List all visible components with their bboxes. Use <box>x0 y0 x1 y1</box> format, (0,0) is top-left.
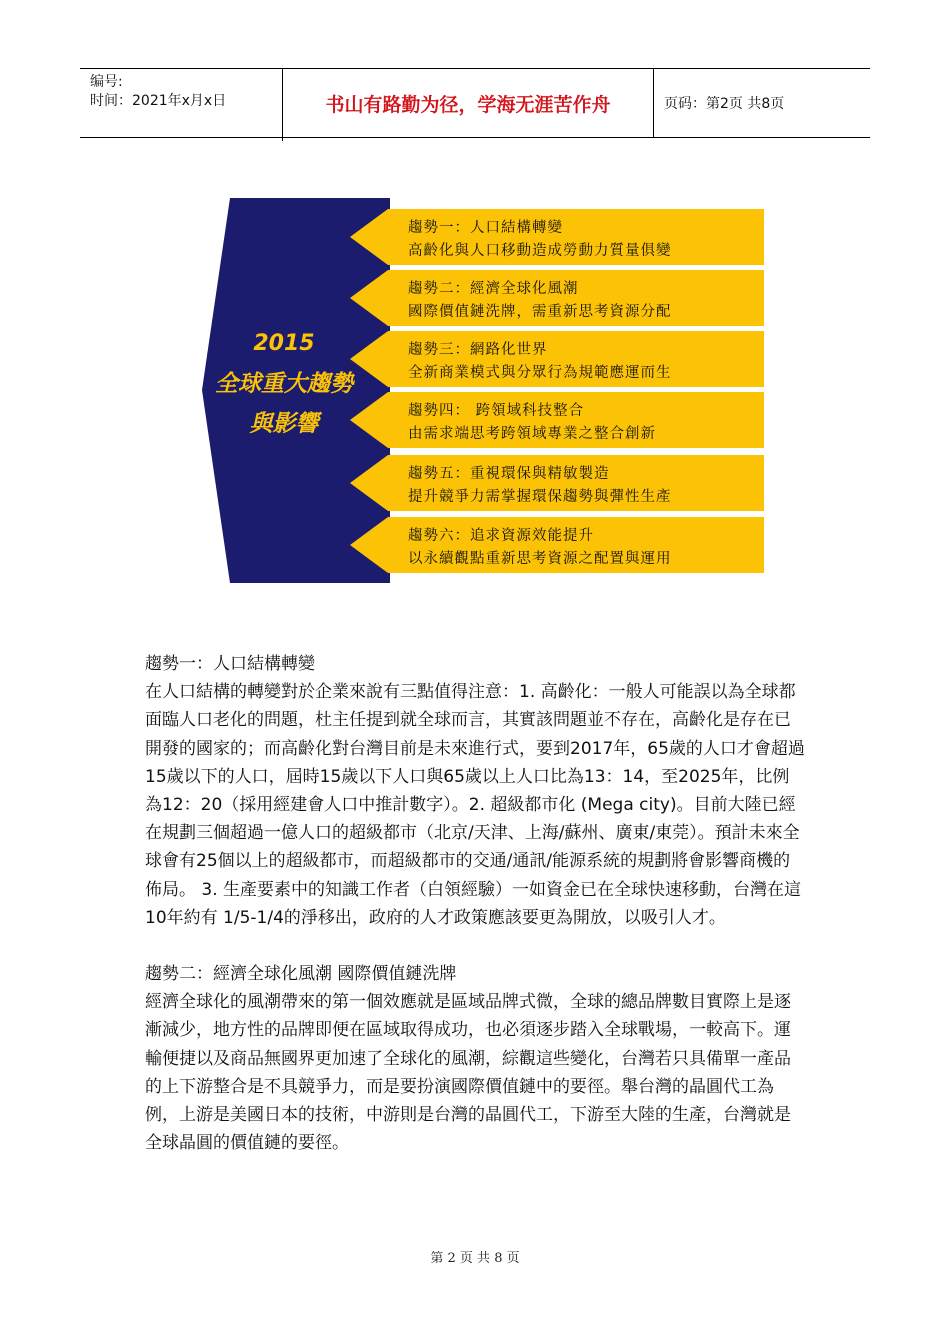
time-label: 时间：2021年x月x日 <box>90 93 227 109</box>
trend-title: 趨勢六：追求資源效能提升 <box>408 528 594 544</box>
trend-arrow-1 <box>350 209 764 265</box>
figure-title-line1: 全球重大趨勢 <box>215 371 353 397</box>
trend-arrow-4 <box>350 392 764 448</box>
trend-subtitle: 由需求端思考跨領域專業之整合創新 <box>408 426 656 442</box>
trend-subtitle: 國際價值鏈洗牌，需重新思考資源分配 <box>408 304 672 320</box>
trends-graphic <box>202 198 768 583</box>
trend-subtitle: 全新商業模式與分眾行為規範應運而生 <box>408 365 672 381</box>
trend-arrow-3 <box>350 331 764 387</box>
figure-title-year: 2015 <box>253 331 315 356</box>
trend-title: 趨勢四： 跨領域科技整合 <box>408 403 585 419</box>
trend-arrow-2 <box>350 270 764 326</box>
trend-title: 趨勢二：經濟全球化風潮 <box>408 281 579 297</box>
section2-paragraph: 經濟全球化的風潮帶來的第一個效應就是區域品牌式微，全球的總品牌數目實際上是逐漸減少，地方性的品牌即便在區域取得成功，也必須逐步踏入全球戰場，一較高下。運輸便捷以及商品無國界更加速了全球化的風潮，綜觀這些變化，台灣若只具備單一產品的上下游整合是不具競爭力，而是要扮演國際價值鏈中的要徑。舉台灣的晶圓代工為例，上游是美國日本的技術，中游則是台灣的晶圓代工，下游至大陸的生產，台灣就是全球晶圓的價值鏈的要徑。 <box>145 992 791 1154</box>
trend-arrow-5 <box>350 455 764 511</box>
article-body <box>145 650 805 1157</box>
page-footer: 第 2 页 共 8 页 <box>430 1251 520 1266</box>
trend-subtitle: 以永續觀點重新思考資源之配置與運用 <box>408 551 672 567</box>
header-meta <box>80 69 283 141</box>
section1-paragraph: 在人口結構的轉變對於企業來說有三點值得注意：1. 高齡化：一般人可能誤以為全球都面臨人口老化的問題，杜主任提到就全球而言，其實該問題並不存在，高齡化是存在已開發的國家的；而高齡化對台灣目前是未來進行式，要到2017年，65歲的人口才會超過15歲以下的人口，屆時15歲以下人口與65歲以上人口比為13：14，至2025年，比例為12：20（採用經建會人口中推計數字）。2. 超級都市化 (Mega city)。目前大陸已經在規劃三個超過一億人口的超級都市（北京/天津、上海/蘇州、廣東/東莞）。預計未來全球會有25個以上的超級都市，而超級都市的交通/通訊/能源系統的規劃將會影響商機的佈局。 3. 生產要素中的知識工作者（白領經驗）一如資金已在全球快速移動，台灣在這 10年約有 1/5-1/4的淨移出，政府的人才政策應該要更為開放，以吸引人才。 <box>145 682 805 928</box>
trend-subtitle: 高齡化與人口移動造成勞動力質量俱變 <box>408 243 672 259</box>
header-motto: 书山有路勤为径，学海无涯苦作舟 <box>325 93 611 116</box>
figure-title-line2: 與影響 <box>249 411 319 437</box>
trend-subtitle: 提升競爭力需掌握環保趨勢與彈性生產 <box>408 489 672 505</box>
page-header <box>80 68 870 138</box>
trend-arrow-6 <box>350 517 764 573</box>
trend-title: 趨勢一：人口結構轉變 <box>408 220 563 236</box>
trend-title: 趨勢五：重視環保與精敏製造 <box>408 466 610 482</box>
trend-title: 趨勢三：網路化世界 <box>408 342 548 358</box>
section2-heading: 趨勢二：經濟全球化風潮 國際價值鏈洗牌 <box>145 964 457 985</box>
header-page-cell <box>654 69 880 137</box>
trends-figure <box>202 198 768 583</box>
header-motto-cell <box>283 69 654 137</box>
number-label: 编号: <box>90 74 123 90</box>
header-page-label: 页码：第2页 共8页 <box>664 96 785 112</box>
section1-heading: 趨勢一：人口結構轉變 <box>145 654 315 674</box>
